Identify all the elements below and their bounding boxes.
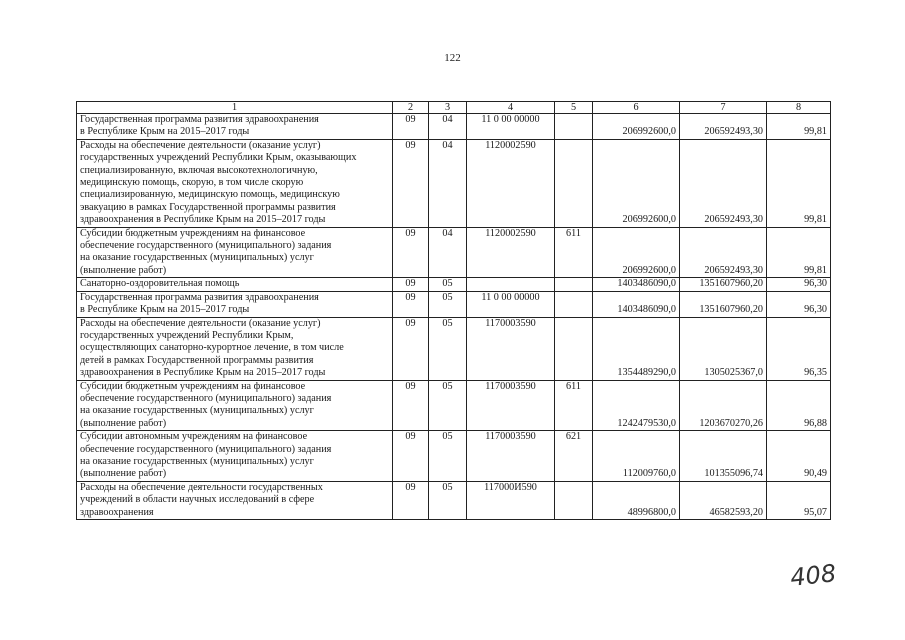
- expense-type-code-cell: 621: [555, 431, 593, 482]
- column-header: 7: [680, 102, 767, 114]
- row-name-cell: Расходы на обеспечение деятельности (оказание услуг) государственных учреждений Республики Крым, осуществляющих санаторно-курортное лечение, в том числе детей в рамках Государственной программы развития здравоохранения в Республике Крым на 2015–2017 годы: [77, 317, 393, 380]
- subsection-code-cell: 05: [429, 291, 467, 317]
- row-name-cell: Расходы на обеспечение деятельности (оказание услуг) государственных учреждений Республики Крым, оказывающих специализированную, включая высокотехнологичную, медицинскую помощь, скорую, в том числе скорую специализированную, медицинскую помощь, медицинскую эвакуацию в рамках Государственной программы развития здравоохранения в Республике Крым на 2015–2017 годы: [77, 139, 393, 227]
- planned-amount-cell: 206992600,0: [593, 114, 680, 140]
- actual-amount-cell: 1351607960,20: [680, 278, 767, 291]
- planned-amount-cell: 206992600,0: [593, 139, 680, 227]
- subsection-code-cell: 05: [429, 278, 467, 291]
- row-name-cell: Субсидии бюджетным учреждениям на финансовое обеспечение государственного (муниципального) задания на оказание государственных (муниципальных) услуг (выполнение работ): [77, 227, 393, 278]
- execution-percent-cell: 99,81: [767, 139, 831, 227]
- expense-type-code-cell: [555, 317, 593, 380]
- section-code-cell: 09: [393, 431, 429, 482]
- table-row: [77, 431, 831, 482]
- column-header: 6: [593, 102, 680, 114]
- budget-execution-table: [76, 101, 831, 520]
- row-name-cell: Субсидии автономным учреждениям на финансовое обеспечение государственного (муниципального) задания на оказание государственных (муниципальных) услуг (выполнение работ): [77, 431, 393, 482]
- subsection-code-cell: 04: [429, 139, 467, 227]
- section-code-cell: 09: [393, 380, 429, 431]
- column-header: 3: [429, 102, 467, 114]
- subsection-code-cell: 05: [429, 317, 467, 380]
- target-article-code-cell: 11 0 00 00000: [467, 114, 555, 140]
- section-code-cell: 09: [393, 317, 429, 380]
- table-row: [77, 278, 831, 291]
- subsection-code-cell: 05: [429, 431, 467, 482]
- actual-amount-cell: 1305025367,0: [680, 317, 767, 380]
- execution-percent-cell: 96,88: [767, 380, 831, 431]
- row-name-cell: Субсидии бюджетным учреждениям на финансовое обеспечение государственного (муниципального) задания на оказание государственных (муниципальных) услуг (выполнение работ): [77, 380, 393, 431]
- actual-amount-cell: 206592493,30: [680, 139, 767, 227]
- table-row: [77, 114, 831, 140]
- page-number: 122: [444, 52, 461, 64]
- execution-percent-cell: 99,81: [767, 114, 831, 140]
- handwritten-page-number: [788, 553, 850, 593]
- row-name-cell: Государственная программа развития здравоохранения в Республике Крым на 2015–2017 годы: [77, 114, 393, 140]
- subsection-code-cell: 04: [429, 227, 467, 278]
- section-code-cell: 09: [393, 278, 429, 291]
- actual-amount-cell: 46582593,20: [680, 481, 767, 519]
- expense-type-code-cell: 611: [555, 227, 593, 278]
- table-row: [77, 317, 831, 380]
- expense-type-code-cell: [555, 114, 593, 140]
- column-header: 2: [393, 102, 429, 114]
- target-article-code-cell: 11 0 00 00000: [467, 291, 555, 317]
- expense-type-code-cell: [555, 139, 593, 227]
- actual-amount-cell: 1351607960,20: [680, 291, 767, 317]
- subsection-code-cell: 05: [429, 380, 467, 431]
- actual-amount-cell: 1203670270,26: [680, 380, 767, 431]
- table-row: [77, 139, 831, 227]
- actual-amount-cell: 101355096,74: [680, 431, 767, 482]
- expense-type-code-cell: [555, 291, 593, 317]
- section-code-cell: 09: [393, 291, 429, 317]
- planned-amount-cell: 1354489290,0: [593, 317, 680, 380]
- execution-percent-cell: 96,30: [767, 278, 831, 291]
- subsection-code-cell: 05: [429, 481, 467, 519]
- row-name-cell: Государственная программа развития здравоохранения в Республике Крым на 2015–2017 годы: [77, 291, 393, 317]
- row-name-cell: Санаторно-оздоровительная помощь: [77, 278, 393, 291]
- target-article-code-cell: 1170003590: [467, 380, 555, 431]
- table-row: [77, 380, 831, 431]
- expense-type-code-cell: 611: [555, 380, 593, 431]
- column-header: 4: [467, 102, 555, 114]
- target-article-code-cell: 1120002590: [467, 227, 555, 278]
- column-header: 8: [767, 102, 831, 114]
- subsection-code-cell: 04: [429, 114, 467, 140]
- table-row: [77, 291, 831, 317]
- execution-percent-cell: 99,81: [767, 227, 831, 278]
- actual-amount-cell: 206592493,30: [680, 114, 767, 140]
- planned-amount-cell: 1242479530,0: [593, 380, 680, 431]
- planned-amount-cell: 112009760,0: [593, 431, 680, 482]
- column-header: 1: [77, 102, 393, 114]
- table-row: [77, 227, 831, 278]
- planned-amount-cell: 206992600,0: [593, 227, 680, 278]
- target-article-code-cell: 1170003590: [467, 431, 555, 482]
- execution-percent-cell: 96,30: [767, 291, 831, 317]
- section-code-cell: 09: [393, 227, 429, 278]
- svg-text:408: 408: [788, 559, 838, 592]
- column-header: 5: [555, 102, 593, 114]
- execution-percent-cell: 96,35: [767, 317, 831, 380]
- execution-percent-cell: 95,07: [767, 481, 831, 519]
- target-article-code-cell: 1170003590: [467, 317, 555, 380]
- section-code-cell: 09: [393, 114, 429, 140]
- target-article-code-cell: 117000И590: [467, 481, 555, 519]
- section-code-cell: 09: [393, 481, 429, 519]
- target-article-code-cell: 1120002590: [467, 139, 555, 227]
- target-article-code-cell: [467, 278, 555, 291]
- table-row: [77, 481, 831, 519]
- planned-amount-cell: 1403486090,0: [593, 278, 680, 291]
- actual-amount-cell: 206592493,30: [680, 227, 767, 278]
- table-header-row: [77, 102, 831, 114]
- planned-amount-cell: 48996800,0: [593, 481, 680, 519]
- section-code-cell: 09: [393, 139, 429, 227]
- expense-type-code-cell: [555, 278, 593, 291]
- execution-percent-cell: 90,49: [767, 431, 831, 482]
- expense-type-code-cell: [555, 481, 593, 519]
- planned-amount-cell: 1403486090,0: [593, 291, 680, 317]
- row-name-cell: Расходы на обеспечение деятельности государственных учреждений в области научных исследований в сфере здравоохранения: [77, 481, 393, 519]
